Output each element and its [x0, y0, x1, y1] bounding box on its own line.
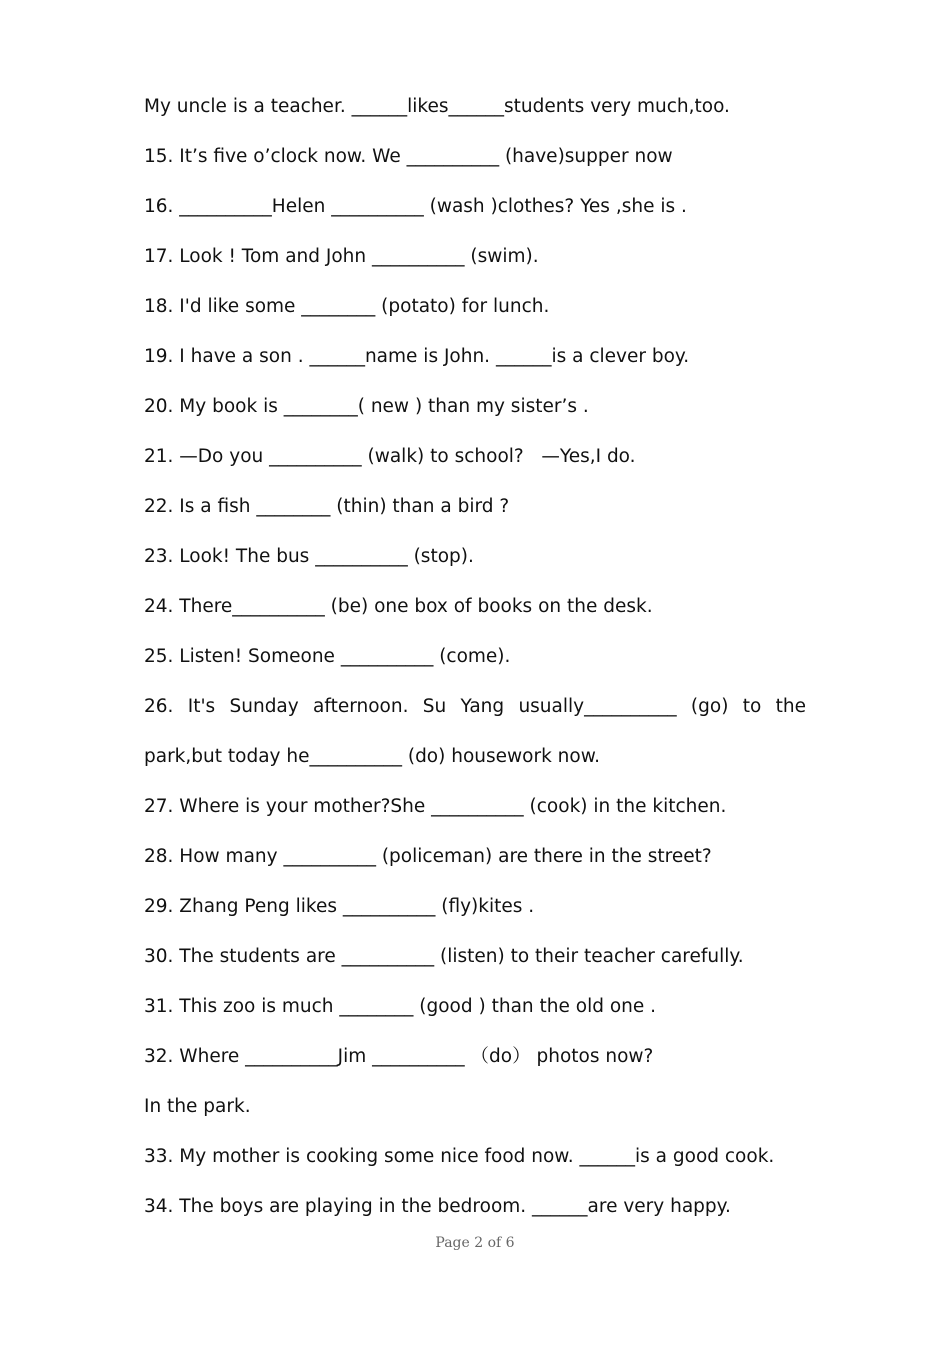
- exercise-line-19: 19. I have a son . ______name is John. ______is a clever boy.: [144, 346, 690, 367]
- exercise-line-23: 23. Look! The bus __________ (stop).: [144, 546, 474, 567]
- exercise-line-32-answer: In the park.: [144, 1096, 251, 1117]
- exercise-line-17: 17. Look ! Tom and John __________ (swim).: [144, 246, 539, 267]
- page-footer: Page 2 of 6: [435, 1235, 515, 1251]
- exercise-line-27: 27. Where is your mother?She __________ (cook) in the kitchen.: [144, 796, 727, 817]
- exercise-line-26a: 26. It's Sunday afternoon. Su Yang usually__________ (go) to the: [144, 696, 806, 717]
- exercise-line-20: 20. My book is ________( new ) than my sister’s .: [144, 396, 589, 417]
- exercise-line-29: 29. Zhang Peng likes __________ (fly)kites .: [144, 896, 535, 917]
- exercise-line-25: 25. Listen! Someone __________ (come).: [144, 646, 511, 667]
- exercise-line-28: 28. How many __________ (policeman) are there in the street?: [144, 846, 712, 867]
- exercise-line-21: 21. —Do you __________ (walk) to school? —Yes,I do.: [144, 446, 636, 467]
- exercise-line-31: 31. This zoo is much ________ (good ) than the old one .: [144, 996, 657, 1017]
- exercise-line-18: 18. I'd like some ________ (potato) for lunch.: [144, 296, 550, 317]
- exercise-line-33: 33. My mother is cooking some nice food now. ______is a good cook.: [144, 1146, 775, 1167]
- exercise-line-22: 22. Is a fish ________ (thin) than a bird ?: [144, 496, 510, 517]
- exercise-line-15: 15. It’s five o’clock now. We __________ (have)supper now: [144, 146, 673, 167]
- exercise-line-30: 30. The students are __________ (listen) to their teacher carefully.: [144, 946, 744, 967]
- exercise-line-26b: park,but today he__________ (do) housework now.: [144, 746, 601, 767]
- exercise-line-34: 34. The boys are playing in the bedroom. ______are very happy.: [144, 1196, 731, 1217]
- exercise-line-24: 24. There__________ (be) one box of books on the desk.: [144, 596, 653, 617]
- exercise-line-16: 16. __________Helen __________ (wash )clothes? Yes ,she is .: [144, 196, 687, 217]
- exercise-line-32: 32. Where __________Jim __________ （do） photos now?: [144, 1046, 654, 1067]
- exercise-line-intro: My uncle is a teacher. ______likes______students very much,too.: [144, 96, 730, 117]
